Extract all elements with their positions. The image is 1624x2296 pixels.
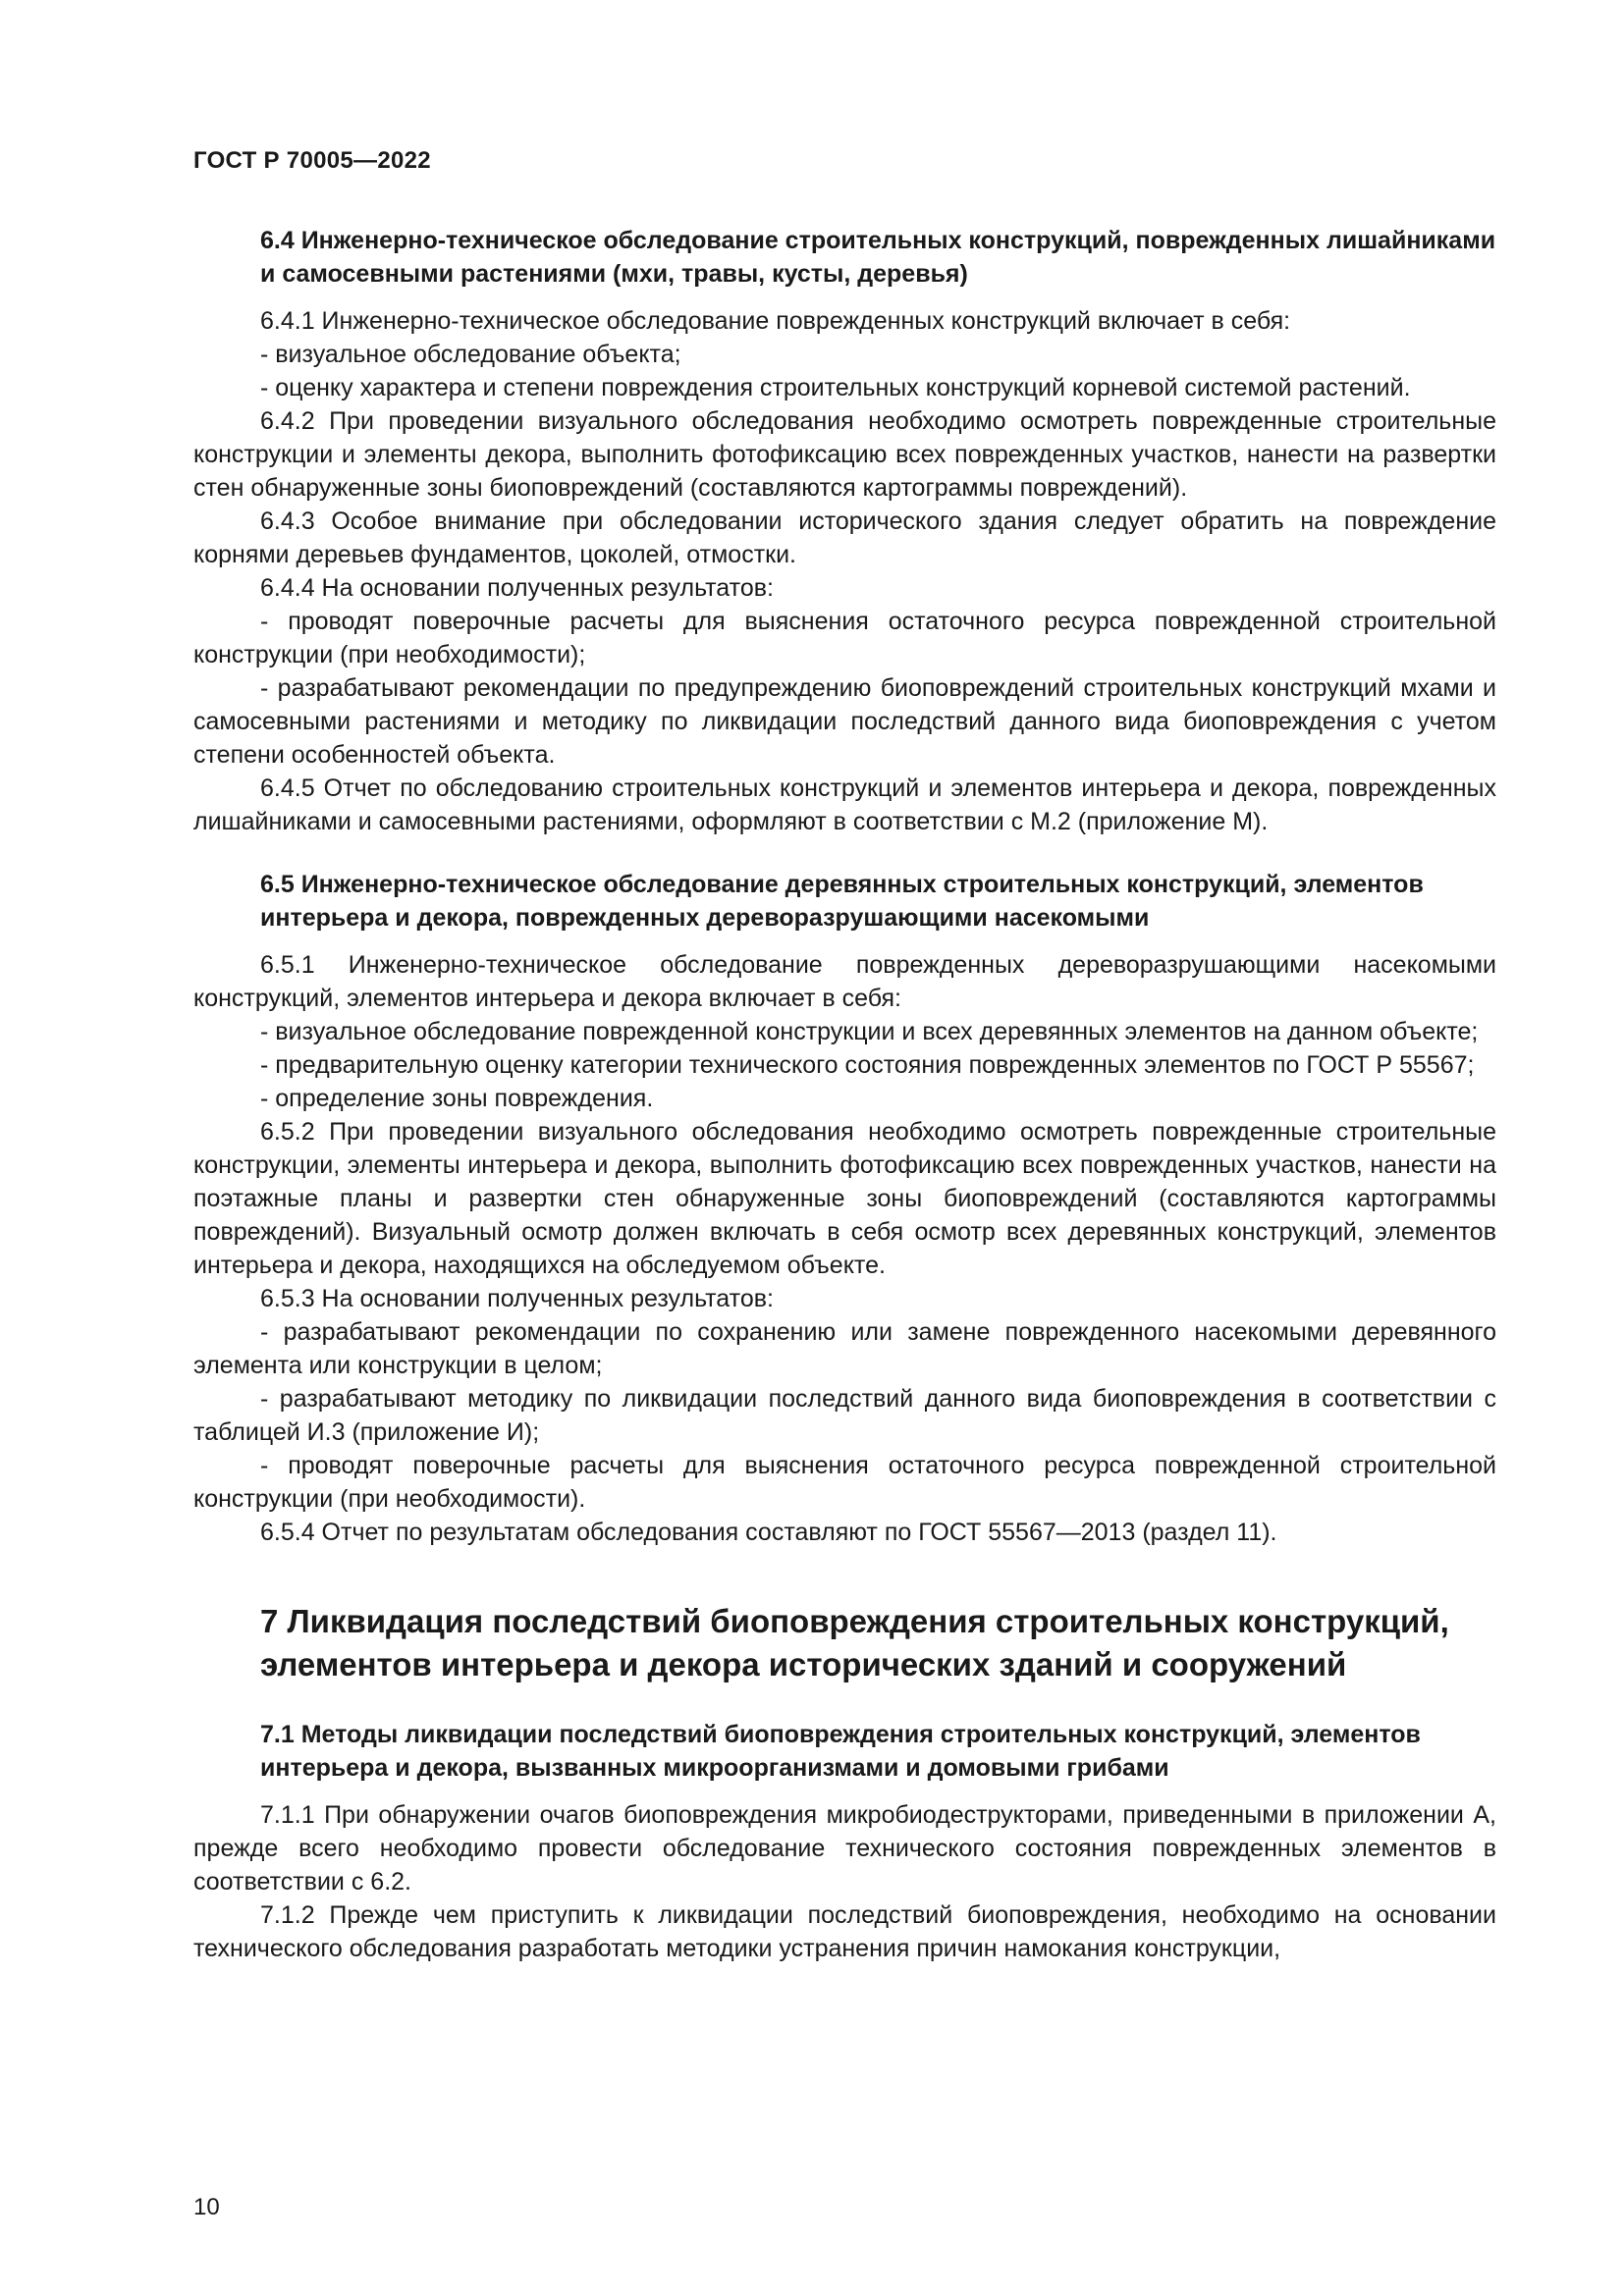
list-item: - проводят поверочные расчеты для выяснения остаточного ресурса поврежденной строительной конструкции (при необходимости). (193, 1452, 1496, 1513)
list-item: - предварительную оценку категории технического состояния поврежденных элементов по ГОСТ Р 55567; (260, 1051, 1475, 1079)
list-item: - оценку характера и степени повреждения строительных конструкций корневой системой растений. (260, 374, 1411, 401)
section-7-heading: 7 Ликвидация последствий биоповреждения строительных конструкций, элементов интерьера и декора исторических зданий и сооружений (260, 1603, 1449, 1682)
paragraph-6-5-3: 6.5.3 На основании полученных результатов: (260, 1285, 774, 1312)
section-7-1-heading: 7.1 Методы ликвидации последствий биоповреждения строительных конструкций, элементов интерьера и декора, вызванных микроорганизмами и домовыми грибами (260, 1721, 1421, 1782)
paragraph-6-4-3: 6.4.3 Особое внимание при обследовании исторического здания следует обратить на повреждение корнями деревьев фундаментов, цоколей, отмостки. (193, 507, 1496, 568)
list-item: - визуальное обследование поврежденной конструкции и всех деревянных элементов на данном объекте; (260, 1018, 1479, 1045)
list-item: - разрабатывают методику по ликвидации последствий данного вида биоповреждения в соответствии с таблицей И.3 (приложение И); (193, 1385, 1496, 1446)
list-item: - проводят поверочные расчеты для выяснения остаточного ресурса поврежденной строительной конструкции (при необходимости); (193, 608, 1496, 668)
paragraph-6-5-1: 6.5.1 Инженерно-техническое обследование поврежденных дереворазрушающими насекомыми конструкций, элементов интерьера и декора включает в себя: (193, 951, 1496, 1012)
paragraph-6-4-4: 6.4.4 На основании полученных результатов: (260, 574, 774, 602)
list-item: - разрабатывают рекомендации по сохранению или замене поврежденного насекомыми деревянного элемента или конструкции в целом; (193, 1318, 1496, 1379)
page-body (193, 224, 1496, 1965)
paragraph-6-5-4: 6.5.4 Отчет по результатам обследования составляют по ГОСТ 55567—2013 (раздел 11). (260, 1519, 1277, 1546)
list-item: - определение зоны повреждения. (260, 1085, 654, 1112)
document-header-id: ГОСТ Р 70005—2022 (193, 147, 431, 174)
paragraph-6-4-2: 6.4.2 При проведении визуального обследования необходимо осмотреть поврежденные строительные конструкции и элементы декора, выполнить фотофиксацию всех поврежденных участков, нанести на развертки стен обнаруженные зоны биоповреждений (составляются картограммы повреждений). (193, 407, 1496, 502)
paragraph-6-5-2: 6.5.2 При проведении визуального обследования необходимо осмотреть поврежденные строительные конструкции, элементы интерьера и декора, выполнить фотофиксацию всех поврежденных участков, нанести на поэтажные планы и развертки стен обнаруженные зоны биоповреждений (составляются картограммы повреждений). Визуальный осмотр должен включать в себя осмотр всех деревянных конструкций, элементов интерьера и декора, находящихся на обследуемом объекте. (193, 1118, 1496, 1279)
paragraph-7-1-1: 7.1.1 При обнаружении очагов биоповреждения микробиодеструкторами, приведенными в приложении А, прежде всего необходимо провести обследование технического состояния поврежденных элементов в соответствии с 6.2. (193, 1801, 1496, 1896)
paragraph-6-4-5: 6.4.5 Отчет по обследованию строительных конструкций и элементов интерьера и декора, поврежденных лишайниками и самосевными растениями, оформляют в соответствии с М.2 (приложение М). (193, 774, 1496, 835)
list-item: - визуальное обследование объекта; (260, 341, 681, 368)
page-number: 10 (193, 2194, 220, 2220)
section-6-5-heading: 6.5 Инженерно-техническое обследование деревянных строительных конструкций, элементов интерьера и декора, поврежденных дереворазрушающими насекомыми (260, 871, 1424, 932)
paragraph-6-4-1: 6.4.1 Инженерно-техническое обследование поврежденных конструкций включает в себя: (260, 307, 1291, 335)
paragraph-7-1-2: 7.1.2 Прежде чем приступить к ликвидации последствий биоповреждения, необходимо на основании технического обследования разработать методики устранения причин намокания конструкции, (193, 1901, 1496, 1962)
list-item: - разрабатывают рекомендации по предупреждению биоповреждений строительных конструкций мхами и самосевными растениями и методику по ликвидации последствий данного вида биоповреждения с учетом степени особенностей объекта. (193, 674, 1496, 769)
section-6-4-heading: 6.4 Инженерно-техническое обследование строительных конструкций, поврежденных лишайниками и самосевными растениями (мхи, травы, кусты, деревья) (260, 227, 1496, 288)
